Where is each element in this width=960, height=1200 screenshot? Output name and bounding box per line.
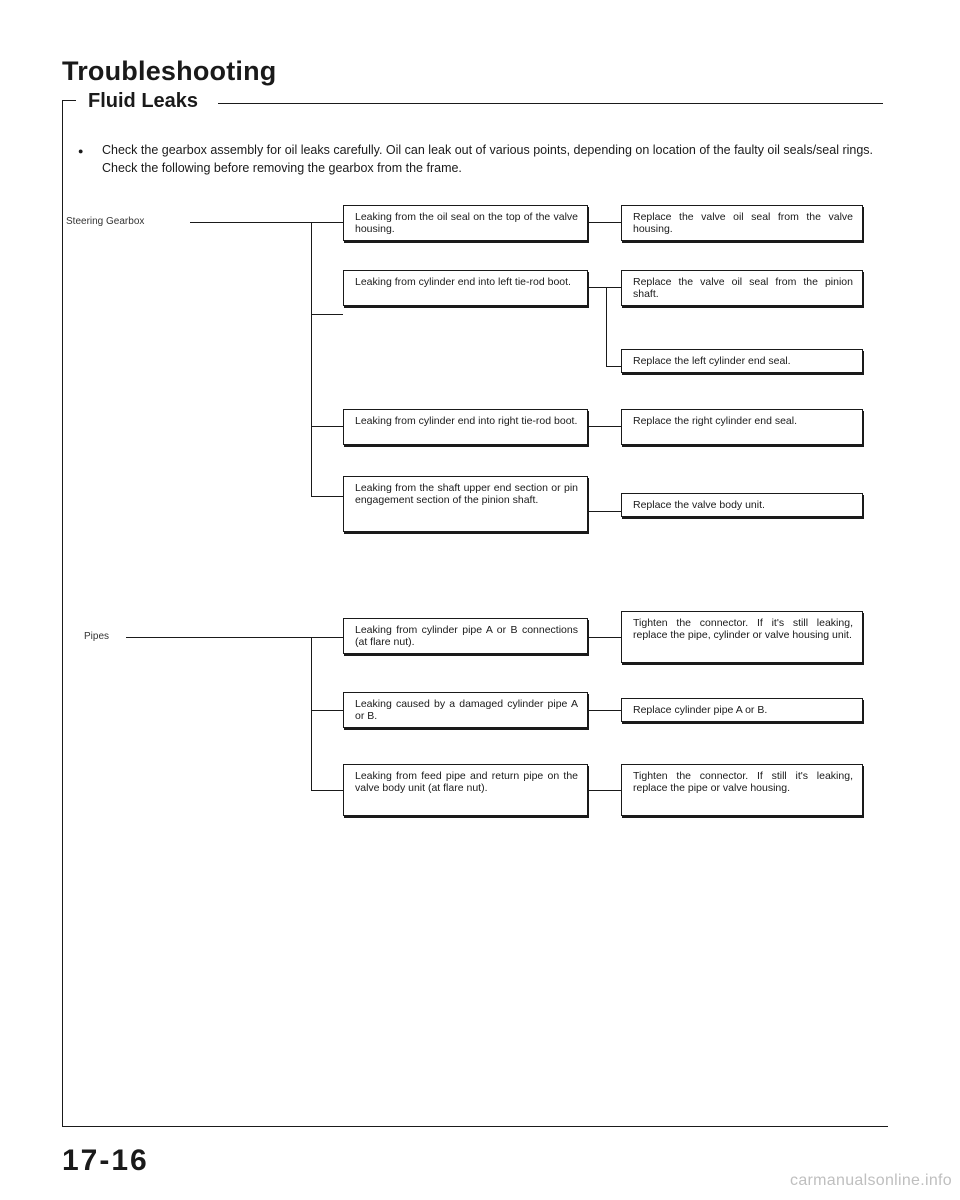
- page-number: 17-16: [62, 1144, 149, 1177]
- remedy-box-valve-housing-seal: Replace the valve oil seal from the valve housing.: [621, 205, 863, 241]
- intro-paragraph: Check the gearbox assembly for oil leaks carefully. Oil can leak out of various points, depending on location of the faulty oil seals/seal rings. Check the following before removing the gearbox from the frame.: [102, 143, 874, 175]
- page-frame-left: [62, 100, 63, 1127]
- connector: [588, 511, 621, 512]
- connector: [588, 710, 621, 711]
- remedy-box-left-cylinder-seal: Replace the left cylinder end seal.: [621, 349, 863, 373]
- connector: [311, 710, 343, 711]
- watermark: carmanualsonline.info: [790, 1172, 952, 1189]
- connector: [311, 637, 312, 791]
- cause-box-left-cylinder-end: Leaking from cylinder end into left tie-rod boot.: [343, 270, 588, 306]
- connector: [588, 637, 621, 638]
- cause-box-shaft-upper-end: Leaking from the shaft upper end section or pin engagement section of the pinion shaft.: [343, 476, 588, 532]
- connector: [588, 287, 621, 288]
- connector: [606, 366, 621, 367]
- connector: [588, 222, 621, 223]
- remedy-box-pinion-shaft-seal: Replace the valve oil seal from the pinion shaft.: [621, 270, 863, 306]
- pipes-label: Pipes: [84, 631, 110, 642]
- connector: [606, 287, 607, 367]
- cause-box-cylinder-pipe-connections: Leaking from cylinder pipe A or B connections (at flare nut).: [343, 618, 588, 654]
- connector: [588, 426, 621, 427]
- connector: [311, 496, 343, 497]
- remedy-box-tighten-connector-cylinder: Tighten the connector. If it's still leaking, replace the pipe, cylinder or valve housing unit.: [621, 611, 863, 663]
- connector: [588, 790, 621, 791]
- section-title: Fluid Leaks: [88, 90, 199, 112]
- remedy-box-replace-cylinder-pipe: Replace cylinder pipe A or B.: [621, 698, 863, 722]
- connector: [190, 222, 343, 223]
- connector: [311, 314, 343, 315]
- connector: [311, 222, 312, 497]
- steering-gearbox-label: Steering Gearbox: [66, 216, 145, 227]
- cause-box-right-cylinder-end: Leaking from cylinder end into right tie-rod boot.: [343, 409, 588, 445]
- page-title: Troubleshooting: [62, 56, 277, 86]
- bullet-icon: ●: [78, 146, 84, 156]
- subtitle-rule: [218, 103, 883, 104]
- cause-box-feed-return-pipe: Leaking from feed pipe and return pipe on the valve body unit (at flare nut).: [343, 764, 588, 816]
- connector: [311, 790, 343, 791]
- remedy-box-right-cylinder-seal: Replace the right cylinder end seal.: [621, 409, 863, 445]
- cause-box-damaged-cylinder-pipe: Leaking caused by a damaged cylinder pipe A or B.: [343, 692, 588, 728]
- connector: [311, 426, 343, 427]
- remedy-box-tighten-connector-valve: Tighten the connector. If still it's leaking, replace the pipe or valve housing.: [621, 764, 863, 816]
- page-frame-bottom: [62, 1126, 888, 1127]
- remedy-box-valve-body-unit: Replace the valve body unit.: [621, 493, 863, 517]
- subtitle-tick: [62, 100, 76, 101]
- cause-box-valve-oil-seal: Leaking from the oil seal on the top of the valve housing.: [343, 205, 588, 241]
